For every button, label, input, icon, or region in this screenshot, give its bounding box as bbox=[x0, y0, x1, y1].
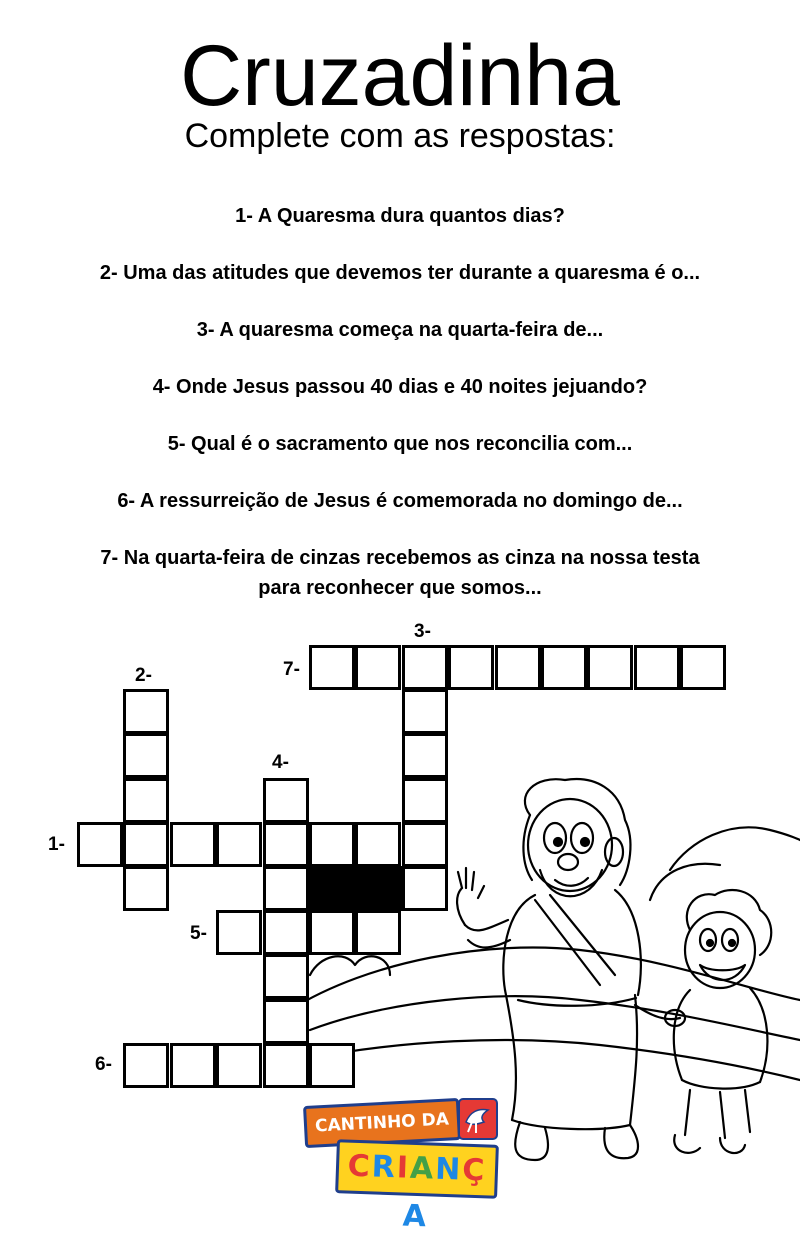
number-label-7: 7- bbox=[283, 659, 300, 680]
crossword-cell[interactable] bbox=[309, 1043, 355, 1088]
crossword-cell[interactable] bbox=[355, 645, 401, 690]
logo-letter: N bbox=[434, 1151, 463, 1188]
crossword-cell[interactable] bbox=[216, 822, 262, 867]
black-block bbox=[309, 866, 405, 911]
crossword-cell[interactable] bbox=[170, 822, 216, 867]
logo-letter: R bbox=[371, 1149, 398, 1186]
crossword-cell[interactable] bbox=[263, 999, 309, 1044]
crossword-cell[interactable] bbox=[123, 822, 169, 867]
crossword-cell[interactable] bbox=[680, 645, 726, 690]
crossword-cell[interactable] bbox=[402, 689, 448, 734]
cantinho-da-crianca-logo bbox=[300, 1098, 500, 1235]
crossword-cell[interactable] bbox=[541, 645, 587, 690]
page-subtitle: Complete com as respostas: bbox=[184, 117, 616, 155]
crossword-cell[interactable] bbox=[402, 866, 448, 911]
crossword-cell[interactable] bbox=[263, 954, 309, 999]
number-label-6: 6- bbox=[95, 1054, 112, 1075]
clue-2: 2- Uma das atitudes que devemos ter durante a quaresma é o... bbox=[99, 262, 701, 284]
crossword-cell[interactable] bbox=[123, 1043, 169, 1088]
number-label-4: 4- bbox=[272, 752, 289, 773]
clue-7-continuation: para reconhecer que somos... bbox=[258, 577, 542, 599]
crossword-cell[interactable] bbox=[355, 910, 401, 955]
crossword-cell[interactable] bbox=[495, 645, 541, 690]
crossword-cell[interactable] bbox=[402, 733, 448, 778]
logo-bottom-text bbox=[335, 1139, 499, 1235]
crossword-cell[interactable] bbox=[263, 778, 309, 823]
crossword-cell[interactable] bbox=[402, 645, 448, 690]
crossword-cell[interactable] bbox=[448, 645, 494, 690]
page-title: Cruzadinha bbox=[180, 28, 620, 124]
logo-letter: A bbox=[402, 1198, 429, 1235]
crossword-cell[interactable] bbox=[355, 822, 401, 867]
crossword-cell[interactable] bbox=[123, 733, 169, 778]
number-label-3: 3- bbox=[414, 621, 431, 642]
crossword-cell[interactable] bbox=[263, 822, 309, 867]
clue-1: 1- A Quaresma dura quantos dias? bbox=[235, 205, 565, 227]
crossword-cell[interactable] bbox=[402, 778, 448, 823]
crossword-cell[interactable] bbox=[170, 1043, 216, 1088]
crossword-cell[interactable] bbox=[216, 1043, 262, 1088]
crossword-cell[interactable] bbox=[123, 778, 169, 823]
number-label-2: 2- bbox=[135, 665, 152, 686]
crossword-cell[interactable] bbox=[263, 910, 309, 955]
crossword-cell[interactable] bbox=[402, 822, 448, 867]
crossword-cell[interactable] bbox=[309, 645, 355, 690]
crossword-cell[interactable] bbox=[123, 866, 169, 911]
logo-letter: A bbox=[409, 1150, 436, 1187]
crossword-cell[interactable] bbox=[77, 822, 123, 867]
crossword-cell[interactable] bbox=[309, 910, 355, 955]
crossword-cell[interactable] bbox=[309, 822, 355, 867]
logo-top-text: CANTINHO DA bbox=[303, 1098, 461, 1148]
logo-letter: Ç bbox=[461, 1152, 487, 1189]
clue-5: 5- Qual é o sacramento que nos reconcilia com... bbox=[167, 433, 633, 455]
crossword-cell[interactable] bbox=[123, 689, 169, 734]
crossword-cell[interactable] bbox=[216, 910, 262, 955]
number-label-5: 5- bbox=[190, 923, 207, 944]
clue-3: 3- A quaresma começa na quarta-feira de... bbox=[196, 319, 604, 341]
crossword-cell[interactable] bbox=[634, 645, 680, 690]
clue-7: 7- Na quarta-feira de cinzas recebemos as cinza na nossa testa bbox=[100, 547, 700, 569]
number-label-1: 1- bbox=[48, 834, 65, 855]
clue-4: 4- Onde Jesus passou 40 dias e 40 noites jejuando? bbox=[152, 376, 648, 398]
clue-6: 6- A ressurreição de Jesus é comemorada no domingo de... bbox=[117, 490, 683, 512]
crossword-cell[interactable] bbox=[587, 645, 633, 690]
crossword-cell[interactable] bbox=[263, 1043, 309, 1088]
crossword-cell[interactable] bbox=[263, 866, 309, 911]
logo-letter: C bbox=[347, 1148, 373, 1185]
dove-icon bbox=[458, 1098, 498, 1140]
logo-letter: I bbox=[396, 1150, 411, 1186]
